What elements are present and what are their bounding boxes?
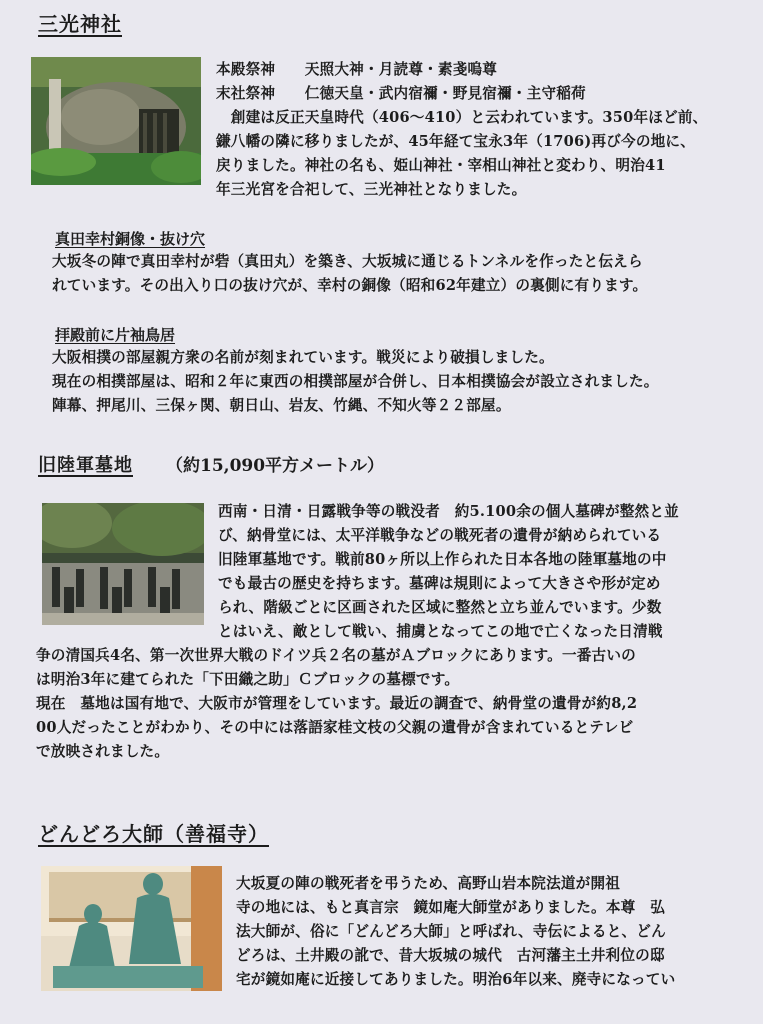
cemetery-photo [42, 503, 204, 625]
torii-body-line: 大阪相撲の部屋親方衆の名前が刻まれています。戦災により破損しました。 [52, 349, 554, 366]
statue-subtitle: 真田幸村銅像・抜け穴 [55, 230, 206, 248]
statue-body-line: れています。その出入り口の抜け穴が、幸村の銅像（昭和62年建立）の裏側に有ります。 [52, 277, 648, 294]
sec3-body-line: 法大師が、俗に「どんどろ大師」と呼ばれ、寺伝によると、どん [236, 923, 666, 940]
statue-photo [41, 866, 222, 991]
sec2-body-line: で放映されました。 [36, 743, 170, 760]
sec3-body-line: 大坂夏の陣の戦死者を弔うため、高野山岩本院法道が開祖 [236, 875, 621, 892]
section-title-dondoro-daishi: どんどろ大師（善福寺） [38, 822, 269, 846]
sec2-body-line: 現在 墓地は国有地で、大阪市が管理をしています。最近の調査で、納骨堂の遺骨が約8,2 [36, 695, 638, 712]
sec2-body-line: られ、階級ごとに区画された区域に整然と立ち並んでいます。少数 [218, 599, 662, 616]
shrine-cave-photo [31, 57, 201, 185]
torii-body-line: 現在の相撲部屋は、昭和２年に東西の相撲部屋が合併し、日本相撲協会が設立されました。 [52, 373, 659, 390]
torii-body-line: 陣幕、押尾川、三保ヶ関、朝日山、岩友、竹縄、不知火等２２部屋。 [52, 397, 511, 414]
sec2-body-line: は明治3年に建てられた「下田織之助」Ｃブロックの墓標です。 [36, 671, 460, 688]
sec3-body-line: どろは、土井殿の訛で、昔大坂城の城代 古河藩主土井利位の邸 [236, 947, 665, 964]
sec2-body-line: でも最古の歴史を持ちます。墓碑は規則によって大きさや形が定め [218, 575, 661, 592]
section-title-army-cemetery: 旧陸軍墓地 [38, 455, 133, 476]
sec1-body-line: 年三光宮を合祀して、三光神社となりました。 [216, 181, 527, 198]
cemetery-area: （約15,090平方メートル） [166, 456, 385, 476]
statue-body-line: 大坂冬の陣で真田幸村が砦（真田丸）を築き、大坂城に通じるトンネルを作ったと伝えら [52, 253, 643, 270]
torii-subtitle: 拝殿前に片袖鳥居 [55, 326, 176, 344]
main-deities: 本殿祭神 天照大神・月読尊・素戔嗚尊 [216, 61, 498, 78]
sec2-body-line: び、納骨堂には、太平洋戦争などの戦死者の遺骨が納められている [218, 527, 662, 544]
sec3-body-line: 宅が鏡如庵に近接してありました。明治6年以来、廃寺になってい [236, 971, 676, 988]
sec1-body-line: 戻りました。神社の名も、姫山神社・宰相山神社と変わり、明治41 [216, 157, 666, 174]
sub-deities: 末社祭神 仁徳天皇・武内宿禰・野見宿禰・主守稲荷 [216, 85, 586, 102]
sec1-body-line: 創建は反正天皇時代（406〜410）と云われています。350年ほど前、 [216, 109, 708, 126]
sec2-body-line: とはいえ、敵として戦い、捕虜となってこの地で亡くなった日清戦 [218, 623, 663, 640]
section-title-sanko-shrine: 三光神社 [38, 12, 122, 36]
sec1-body-line: 鎌八幡の隣に移りましたが、45年経て宝永3年（1706)再び今の地に、 [216, 133, 696, 150]
sec2-body-line: 西南・日清・日露戦争等の戦没者 約5.100余の個人墓碑が整然と並 [218, 503, 679, 520]
sec2-body-line: 旧陸軍墓地です。戦前80ヶ所以上作られた日本各地の陸軍墓地の中 [218, 551, 667, 568]
sec2-body-line: 00人だったことがわかり、その中には落語家桂文枝の父親の遺骨が含まれているとテレビ [36, 719, 634, 736]
sec3-body-line: 寺の地には、もと真言宗 鏡如庵大師堂がありました。本尊 弘 [236, 899, 666, 916]
sec2-body-line: 争の清国兵4名、第一次世界大戦のドイツ兵２名の墓がＡブロックにあります。一番古いの [36, 647, 636, 664]
